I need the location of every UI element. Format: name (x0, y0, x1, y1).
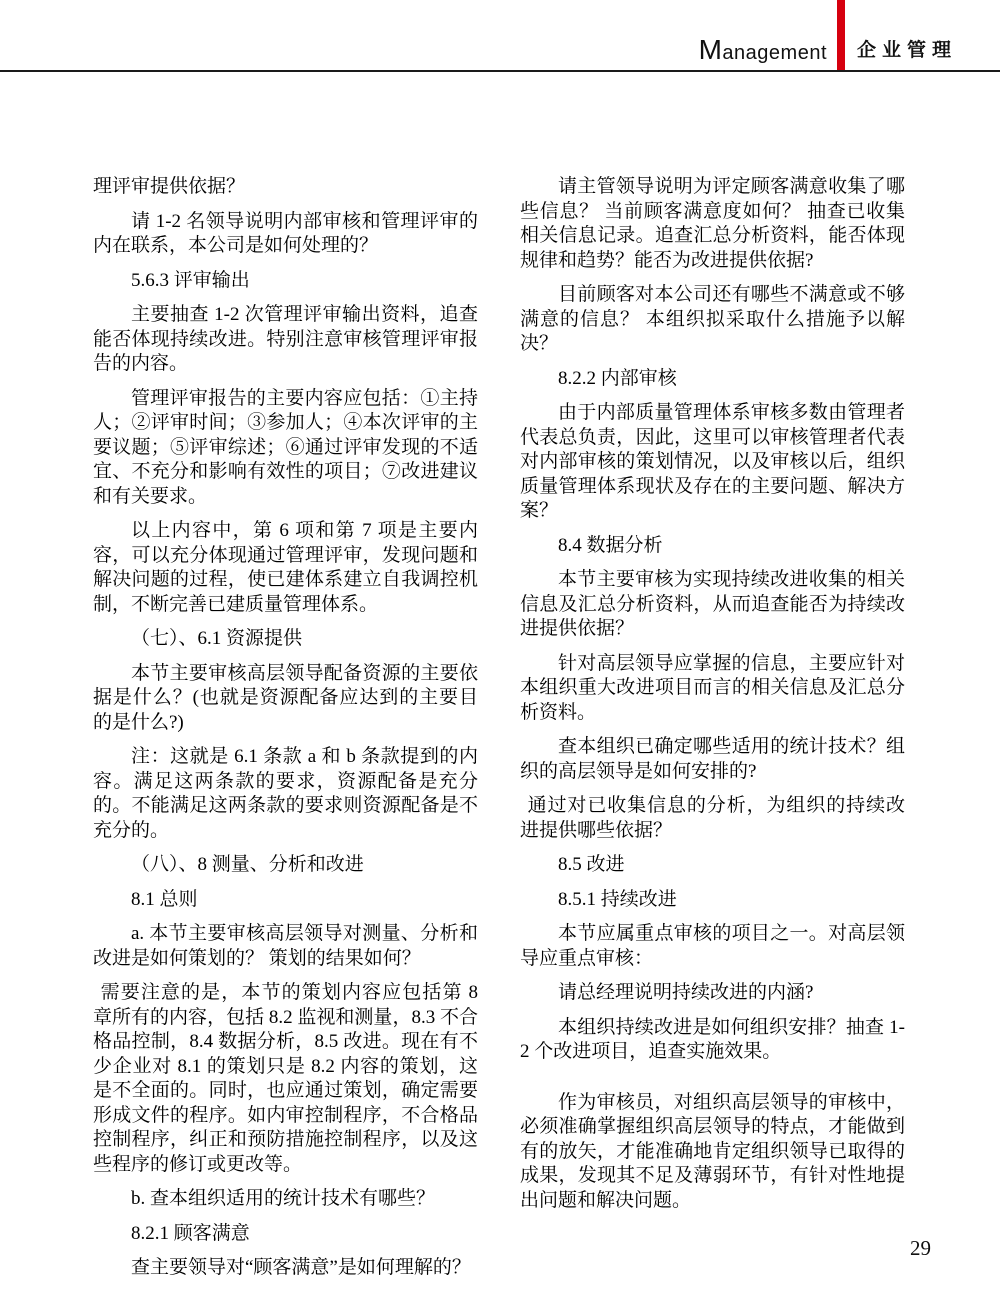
header-title-en-initial: M (698, 34, 723, 65)
paragraph: 管理评审报告的主要内容应包括：①主持人；②评审时间；③参加人；④本次评审的主要议题；⑤评审综述；⑥通过评审发现的不适宜、不充分和影响有效性的项目；⑦改进建议和有关要求。 (93, 387, 478, 507)
article-body (93, 175, 905, 1291)
page-number: 29 (910, 1236, 931, 1260)
paragraph: b. 查本组织适用的统计技术有哪些？ (131, 1188, 436, 1209)
section-heading: （七）、6.1 资源提供 (131, 628, 303, 649)
section-heading: 5.6.3 评审输出 (131, 269, 250, 291)
closing-paragraph: 作为审核员，对组织高层领导的审核中，必须准确掌握组织高层领导的特点，才能做到有的放矢，才能准确地肯定组织领导已取得的成果，发现其不足及薄弱环节，有针对性地提出问题和解决问题。 (520, 1091, 905, 1211)
paragraph: 目前顾客对本公司还有哪些不满意或不够满意的信息？ 本组织拟采取什么措施予以解决？ (520, 284, 905, 354)
paragraph: 查本组织已确定哪些适用的统计技术？组织的高层领导是如何安排的? (520, 736, 905, 782)
section-heading: 8.5.1 持续改进 (558, 888, 677, 910)
paragraph: 请总经理说明持续改进的内涵? (558, 982, 814, 1003)
paragraph: a. 本节主要审核高层领导对测量、分析和改进是如何策划的？ 策划的结果如何？ (93, 923, 478, 969)
paragraph: 需要注意的是，本节的策划内容应包括第 8 章所有的内容，包括 8.2 监视和测量，8.3 不合格品控制，8.4 数据分析，8.5 改进。现在有不少企业对 8.1 的策划只是 8.2 内容的策划，这是不全面的。同时，也应通过策划，确定需要形成文件的程序。如内审控制程序，不合格品控制程序，纠正和预防措施控制程序，以及这些程序的修订或更改等。 (93, 982, 478, 1175)
paragraph: 注：这就是 6.1 条款 a 和 b 条款提到的内容。满足这两条款的要求，资源配备是充分的。不能满足这两条款的要求则资源配备是不充分的。 (93, 746, 478, 841)
section-heading: （八）、8 测量、分析和改进 (131, 854, 364, 875)
paragraph: 本组织持续改进是如何组织安排？抽查 1-2 个改进项目，追查实施效果。 (520, 1016, 905, 1062)
right-column (520, 175, 905, 1291)
paragraph: 本节应属重点审核的项目之一。对高层领导应重点审核： (520, 923, 905, 969)
left-column (93, 175, 478, 1291)
paragraph: 主要抽查 1-2 次管理评审输出资料，追查能否体现持续改进。特别注意审核管理评审报告的内容。 (93, 304, 478, 374)
header-title-en-rest: anagement (722, 42, 827, 64)
paragraph: 理评审提供依据？ (93, 176, 246, 197)
paragraph: 由于内部质量管理体系审核多数由管理者代表总负责，因此，这里可以审核管理者代表对内部审核的策划情况，以及审核以后，组织质量管理体系现状及存在的主要问题、解决方案？ (520, 402, 905, 521)
paragraph: 请 1-2 名领导说明内部审核和管理评审的内在联系，本公司是如何处理的？ (93, 210, 478, 256)
paragraph: 查主要领导对“顾客满意”是如何理解的？ (131, 1257, 471, 1278)
section-heading: 8.2.1 顾客满意 (131, 1222, 250, 1244)
paragraph: 本节主要审核为实现持续改进收集的相关信息及汇总分析资料，从而追查能否为持续改进提供依据？ (520, 569, 905, 639)
paragraph: 针对高层领导应掌握的信息，主要应针对本组织重大改进项目而言的相关信息及汇总分析资料。 (520, 652, 905, 723)
header-title-cn: 企业管理 (857, 40, 958, 61)
header-divider-rule (0, 70, 1000, 72)
header-accent-bar (837, 0, 845, 70)
section-heading: 8.1 总则 (131, 888, 198, 910)
header-title-en (699, 36, 827, 64)
section-heading: 8.5 改进 (558, 854, 625, 875)
paragraph: 通过对已收集信息的分析，为组织的持续改进提供哪些依据？ (520, 795, 905, 841)
paragraph: 以上内容中，第 6 项和第 7 项是主要内容，可以充分体现通过管理评审，发现问题和解决问题的过程，使已建体系建立自我调控机制，不断完善已建质量管理体系。 (93, 520, 478, 615)
section-heading: 8.2.2 内部审核 (558, 367, 677, 389)
section-heading: 8.4 数据分析 (558, 534, 663, 556)
paragraph: 请主管领导说明为评定顾客满意收集了哪些信息？ 当前顾客满意度如何？ 抽查已收集相关信息记录。追查汇总分析资料，能否体现规律和趋势？能否为改进提供依据? (520, 176, 905, 271)
paragraph: 本节主要审核高层领导配备资源的主要依据是什么？(也就是资源配备应达到的主要目的是什么?) (93, 662, 478, 733)
